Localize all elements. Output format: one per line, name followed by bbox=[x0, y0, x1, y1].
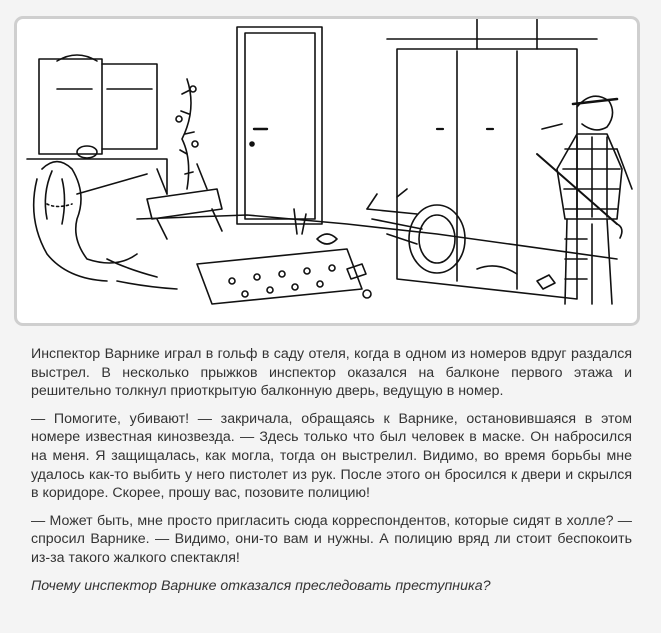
overturned-chair bbox=[147, 164, 222, 239]
inspector-figure bbox=[537, 96, 632, 304]
illustration-frame bbox=[14, 16, 640, 326]
story-text bbox=[31, 345, 632, 604]
story-paragraph-1: Инспектор Варнике играл в гольф в саду отеля, когда в одном из номеров вдруг раздался выстрел. В несколько прыжков инспектор оказался на балконе первого этажа и решительно толкнул приоткрытую балконную дверь, ведущую в номер. bbox=[31, 346, 632, 400]
story-paragraph-2: — Помогите, убивают! — закричала, обращаясь к Варнике, остановившаяся в этом номере известная кинозвезда. — Здесь только что был человек в маске. Он набросился на меня. Я защищалась, как могла, тогда он выстрелил. Видимо, во время борьбы мне удалось как-то выбить у него пистолет из рук. После этого он бросился к двери и скрылся в коридоре. Скорее, прошу вас, позовите полицию! bbox=[31, 410, 632, 502]
patterned-rug bbox=[197, 249, 362, 304]
room-door bbox=[237, 27, 322, 224]
plant-decoration bbox=[176, 79, 198, 189]
story-question: Почему инспектор Варнике отказался преследовать преступника? bbox=[31, 577, 491, 594]
film-star-figure bbox=[34, 162, 177, 290]
crime-scene-illustration bbox=[17, 19, 637, 323]
dresser-with-mirror bbox=[27, 55, 167, 194]
story-paragraph-3: — Может быть, мне просто пригласить сюда корреспондентов, которые сидят в холле? — спросил Варнике. — Видимо, они-то вам и нужны. А полицию вряд ли стоит беспокоить из-за такого жалкого спектакля! bbox=[31, 512, 632, 566]
floor-line bbox=[137, 215, 617, 259]
